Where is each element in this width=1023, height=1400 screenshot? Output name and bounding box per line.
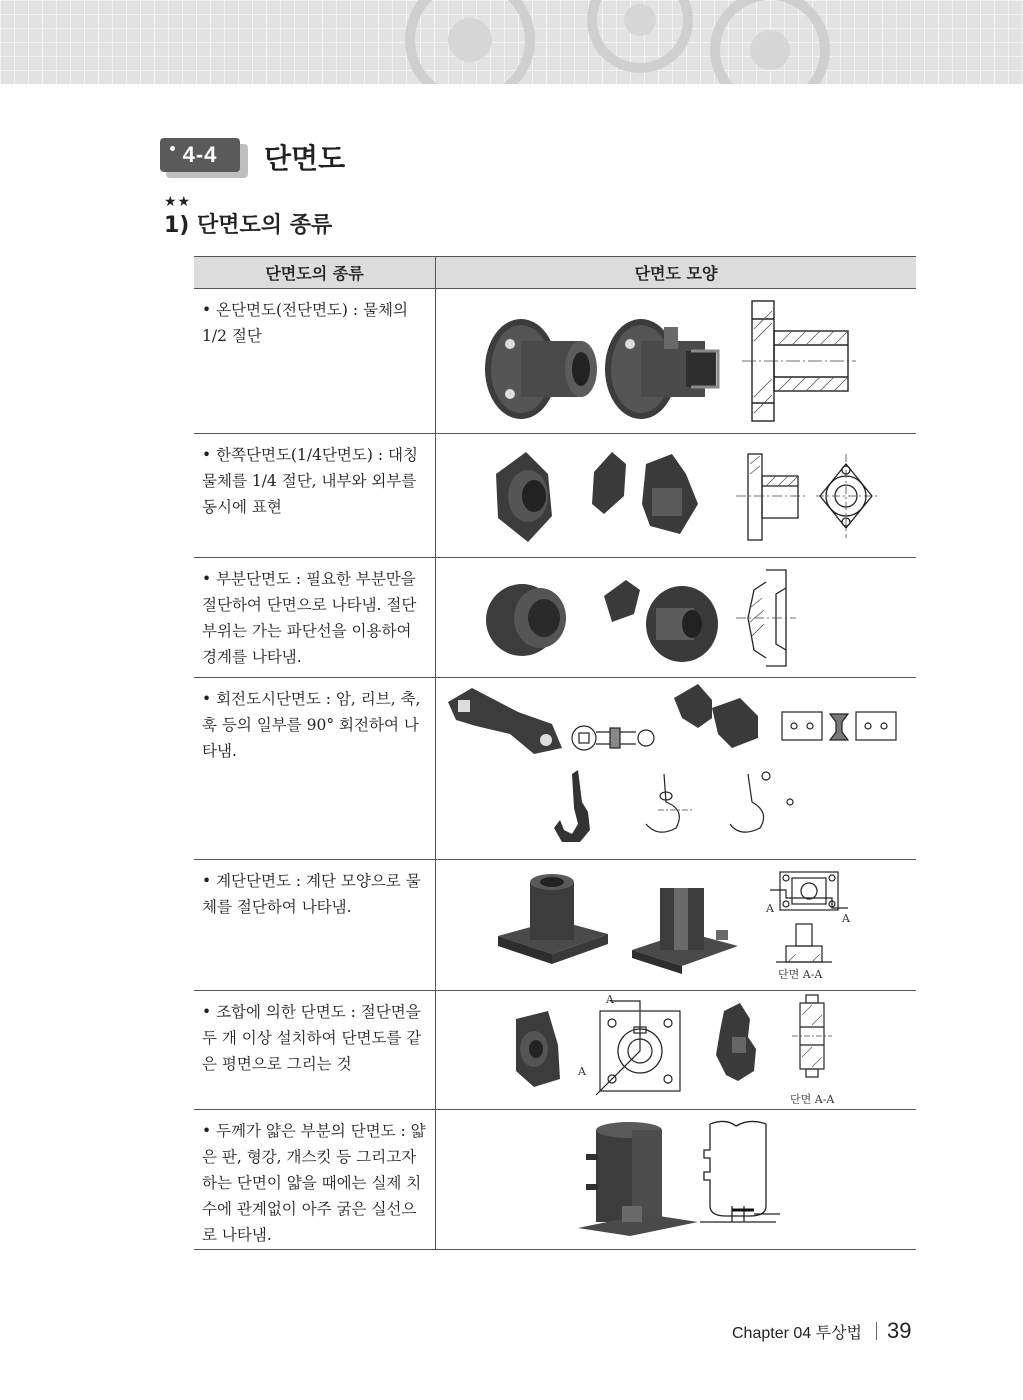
page-number: 39 [886, 1318, 912, 1343]
table-row [194, 991, 916, 1110]
header-type: 단면도의 종류 [194, 257, 436, 288]
gear-pattern-icon [380, 0, 840, 84]
row-text: • 한쪽단면도(1/4단면도) : 대칭물체를 1/4 절단, 내부와 외부를 동시에 표현 [194, 434, 436, 557]
full-section-figure [436, 289, 916, 433]
table-row [194, 558, 916, 678]
footer-divider [876, 1322, 877, 1340]
table-row [194, 289, 916, 434]
subsection-title: 1) 단면도의 종류 [164, 213, 333, 238]
half-section-figure [436, 434, 916, 557]
row-text: • 두께가 얇은 부분의 단면도 : 얇은 판, 형강, 개스킷 등 그리고자 하는 단면이 얇을 때에는 실제 치수에 관계없이 아주 굵은 실선으로 나타냄. [194, 1110, 436, 1249]
cut-label-a: A [606, 993, 614, 1006]
importance-stars: ★★ [164, 194, 192, 210]
section-number: 4-4 [182, 142, 218, 167]
revolved-section-figure [436, 678, 916, 859]
section-title: 단면도 [264, 142, 346, 175]
row-text: • 조합에 의한 단면도 : 절단면을 두 개 이상 설치하여 단면도를 같은 평면으로 그리는 것 [194, 991, 436, 1109]
cut-label-a-2: A [842, 912, 850, 925]
row-text: • 부분단면도 : 필요한 부분만을 절단하여 단면으로 나타냄. 절단 부위는 가는 파단선을 이용하여 경계를 나타냄. [194, 558, 436, 677]
section-number-badge [160, 138, 246, 176]
cut-label-a-2: A [578, 1065, 586, 1078]
partial-section-figure [436, 558, 916, 677]
section-caption: 단면 A-A [778, 968, 823, 981]
row-text: • 계단단면도 : 계단 모양으로 물체를 절단하여 나타냄. [194, 860, 436, 990]
table-header [194, 257, 916, 289]
table-row [194, 1110, 916, 1250]
section-types-table [194, 256, 916, 1250]
aligned-section-figure [436, 991, 916, 1109]
table-row [194, 678, 916, 860]
section-heading [160, 136, 345, 178]
row-text: • 회전도시단면도 : 암, 리브, 축, 훅 등의 일부를 90° 회전하여 나타냄. [194, 678, 436, 859]
row-text: • 온단면도(전단면도) : 물체의 1/2 절단 [194, 289, 436, 433]
page-footer [732, 1318, 911, 1344]
section-caption: 단면 A-A [790, 1093, 835, 1106]
table-row [194, 434, 916, 558]
offset-section-figure [436, 860, 916, 990]
thin-section-figure [436, 1110, 916, 1249]
header-band [0, 0, 1023, 84]
chapter-label: Chapter 04 투상법 [732, 1324, 862, 1342]
cut-label-a: A [766, 902, 774, 915]
table-row [194, 860, 916, 991]
header-shape: 단면도 모양 [634, 264, 718, 283]
